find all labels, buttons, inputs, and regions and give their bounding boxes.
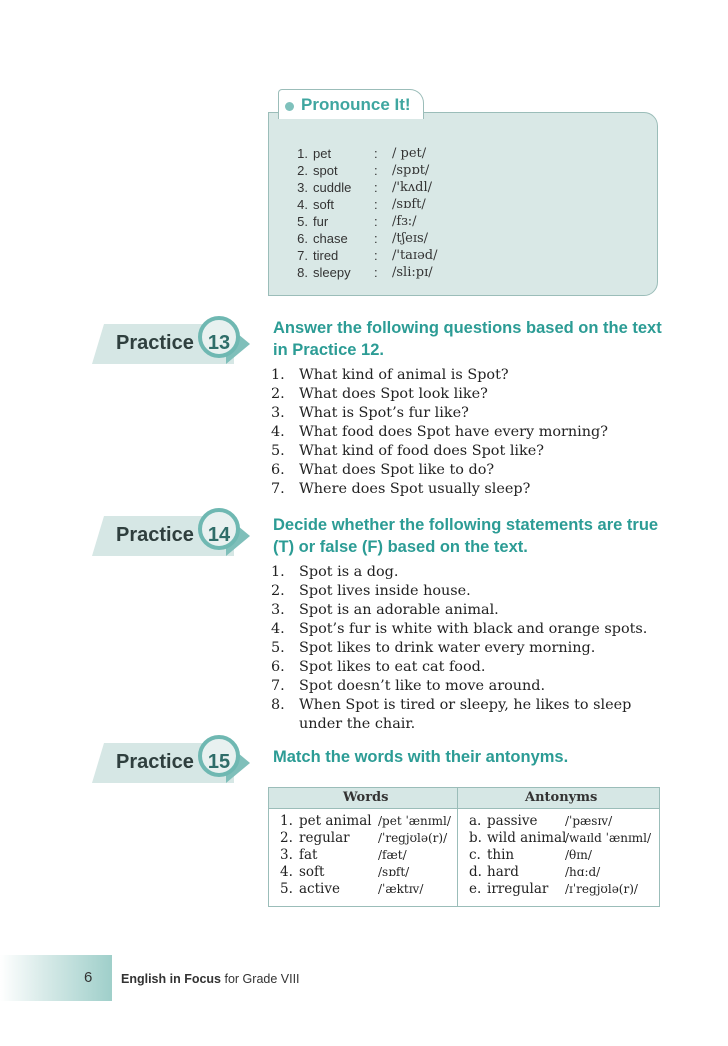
item-text: What does Spot look like? [299, 386, 488, 402]
header-words: Words [343, 790, 389, 805]
word-ipa: /ˈæktɪv/ [378, 882, 424, 896]
row-ipa: /'kʌdl/ [392, 180, 433, 195]
antonym-letter: a. [469, 813, 482, 829]
antonym: thin [487, 847, 515, 863]
word: soft [299, 864, 325, 880]
table-header [269, 788, 659, 809]
row-number: 4. [297, 197, 308, 212]
word-ipa: /ˈregjʊlə(r)/ [378, 831, 448, 845]
item-number: 2. [271, 583, 285, 599]
row-ipa: / pet/ [392, 146, 427, 161]
antonym: passive [487, 813, 538, 829]
item-number: 7. [271, 481, 285, 497]
practice-14-list [271, 563, 661, 734]
item-text: Spot likes to drink water every morning. [299, 640, 596, 656]
item-number: 8. [271, 697, 285, 713]
item-text: Spot doesn’t like to move around. [299, 678, 546, 694]
pronounce-title [278, 89, 424, 119]
list-item [271, 442, 661, 461]
row-number: 5. [297, 214, 308, 229]
antonym-ipa: /hɑ:d/ [565, 865, 601, 879]
item-number: 6. [271, 659, 285, 675]
item-text: Spot is a dog. [299, 564, 399, 580]
item-number: 3. [271, 602, 285, 618]
row-ipa: /spɒt/ [392, 163, 430, 178]
antonym-ipa: /θɪn/ [565, 848, 592, 862]
page-number: 6 [84, 969, 93, 986]
antonym-letter: e. [469, 881, 482, 897]
antonym-letter: c. [469, 847, 481, 863]
row-colon: : [374, 163, 378, 178]
antonym: hard [487, 864, 519, 880]
book-grade: for Grade VIII [224, 972, 300, 986]
row-colon: : [374, 214, 378, 229]
word: fat [299, 847, 318, 863]
row-word: tired [313, 248, 339, 263]
list-item [271, 480, 661, 499]
list-item [271, 620, 661, 639]
item-text: When Spot is tired or sleepy, he likes to sleep under the chair. [299, 697, 632, 732]
word-ipa: /pet ˈænɪml/ [378, 814, 451, 828]
word: pet animal [299, 813, 372, 829]
table-row [269, 864, 659, 881]
item-text: Spot’s fur is white with black and orange spots. [299, 621, 648, 637]
antonym-ipa: /ɪˈregjʊlə(r)/ [565, 882, 638, 896]
item-text: Spot is an adorable animal. [299, 602, 499, 618]
item-number: 1. [271, 564, 285, 580]
practice-13-heading: Answer the following questions based on the text in Practice 12. [273, 319, 662, 359]
row-number: 2. [297, 163, 308, 178]
pronounce-title-text: Pronounce It! [301, 95, 411, 114]
item-number: 4. [271, 621, 285, 637]
word-number: 3. [280, 847, 293, 863]
antonym-ipa: /ˈpæsɪv/ [565, 814, 613, 828]
antonym-letter: b. [469, 830, 482, 846]
item-number: 4. [271, 424, 285, 440]
item-number: 2. [271, 386, 285, 402]
row-word: fur [313, 214, 329, 229]
item-text: What is Spot’s fur like? [299, 405, 469, 421]
practice-13-list [271, 366, 661, 499]
row-word: spot [313, 163, 338, 178]
list-item [271, 582, 661, 601]
antonym: wild animal [487, 830, 567, 846]
row-ipa: /fɜ:/ [392, 214, 417, 229]
table-row [269, 830, 659, 847]
row-number: 3. [297, 180, 308, 195]
item-text: What kind of food does Spot like? [299, 443, 544, 459]
item-number: 1. [271, 367, 285, 383]
footer-strip [0, 955, 112, 1001]
row-word: pet [313, 146, 332, 161]
list-item [271, 696, 661, 734]
item-number: 3. [271, 405, 285, 421]
row-colon: : [374, 180, 378, 195]
item-text: Spot lives inside house. [299, 583, 471, 599]
practice-15-heading: Match the words with their antonyms. [273, 748, 569, 766]
row-word: sleepy [313, 265, 351, 280]
row-colon: : [374, 146, 378, 161]
word: active [299, 881, 340, 897]
practice-number: 13 [207, 332, 231, 354]
bullet-icon [285, 102, 294, 111]
practice-14-heading: Decide whether the following statements are true (T) or false (F) based on the text. [273, 516, 659, 556]
row-ipa: /tʃeɪs/ [392, 231, 429, 246]
practice-14-badge [104, 516, 256, 556]
table-row [269, 847, 659, 864]
item-text: What kind of animal is Spot? [299, 367, 509, 383]
row-colon: : [374, 248, 378, 263]
word-number: 2. [280, 830, 293, 846]
item-number: 7. [271, 678, 285, 694]
list-item [271, 404, 661, 423]
row-colon: : [374, 231, 378, 246]
row-word: cuddle [313, 180, 352, 195]
list-item [271, 563, 661, 582]
word-ipa: /fæt/ [378, 848, 407, 862]
footer-title [121, 972, 300, 986]
practice-label: Practice [116, 524, 194, 546]
row-colon: : [374, 265, 378, 280]
row-number: 6. [297, 231, 308, 246]
item-text: Where does Spot usually sleep? [299, 481, 531, 497]
item-number: 5. [271, 443, 285, 459]
row-number: 8. [297, 265, 308, 280]
practice-label: Practice [116, 751, 194, 773]
list-item [271, 423, 661, 442]
row-ipa: /sli:pɪ/ [392, 265, 433, 280]
book-title: English in Focus [121, 972, 222, 986]
word-number: 1. [280, 813, 293, 829]
list-item [271, 601, 661, 620]
practice-number: 15 [207, 751, 231, 773]
row-word: chase [313, 231, 348, 246]
list-item [271, 366, 661, 385]
practice-number: 14 [207, 524, 231, 546]
row-number: 1. [297, 146, 308, 161]
antonym: irregular [487, 881, 549, 897]
word: regular [299, 830, 350, 846]
row-colon: : [374, 197, 378, 212]
word-number: 4. [280, 864, 293, 880]
practice-label: Practice [116, 332, 194, 354]
antonym-letter: d. [469, 864, 482, 880]
table-row [269, 813, 659, 830]
practice-15-badge [104, 743, 256, 783]
row-ipa: /'taɪəd/ [392, 248, 438, 263]
item-number: 5. [271, 640, 285, 656]
list-item [271, 677, 661, 696]
row-number: 7. [297, 248, 308, 263]
practice-13-badge [104, 324, 256, 364]
item-number: 6. [271, 462, 285, 478]
row-word: soft [313, 197, 334, 212]
row-ipa: /sɒft/ [392, 197, 426, 212]
item-text: What food does Spot have every morning? [299, 424, 608, 440]
table-row [269, 881, 659, 898]
word-number: 5. [280, 881, 293, 897]
antonym-table [268, 787, 660, 907]
list-item [271, 461, 661, 480]
header-antonyms: Antonyms [525, 790, 598, 805]
list-item [271, 639, 661, 658]
antonym-ipa: /waɪld ˈænɪml/ [565, 831, 652, 845]
list-item [271, 658, 661, 677]
item-text: What does Spot like to do? [299, 462, 495, 478]
word-ipa: /sɒft/ [378, 865, 410, 879]
item-text: Spot likes to eat cat food. [299, 659, 486, 675]
list-item [271, 385, 661, 404]
